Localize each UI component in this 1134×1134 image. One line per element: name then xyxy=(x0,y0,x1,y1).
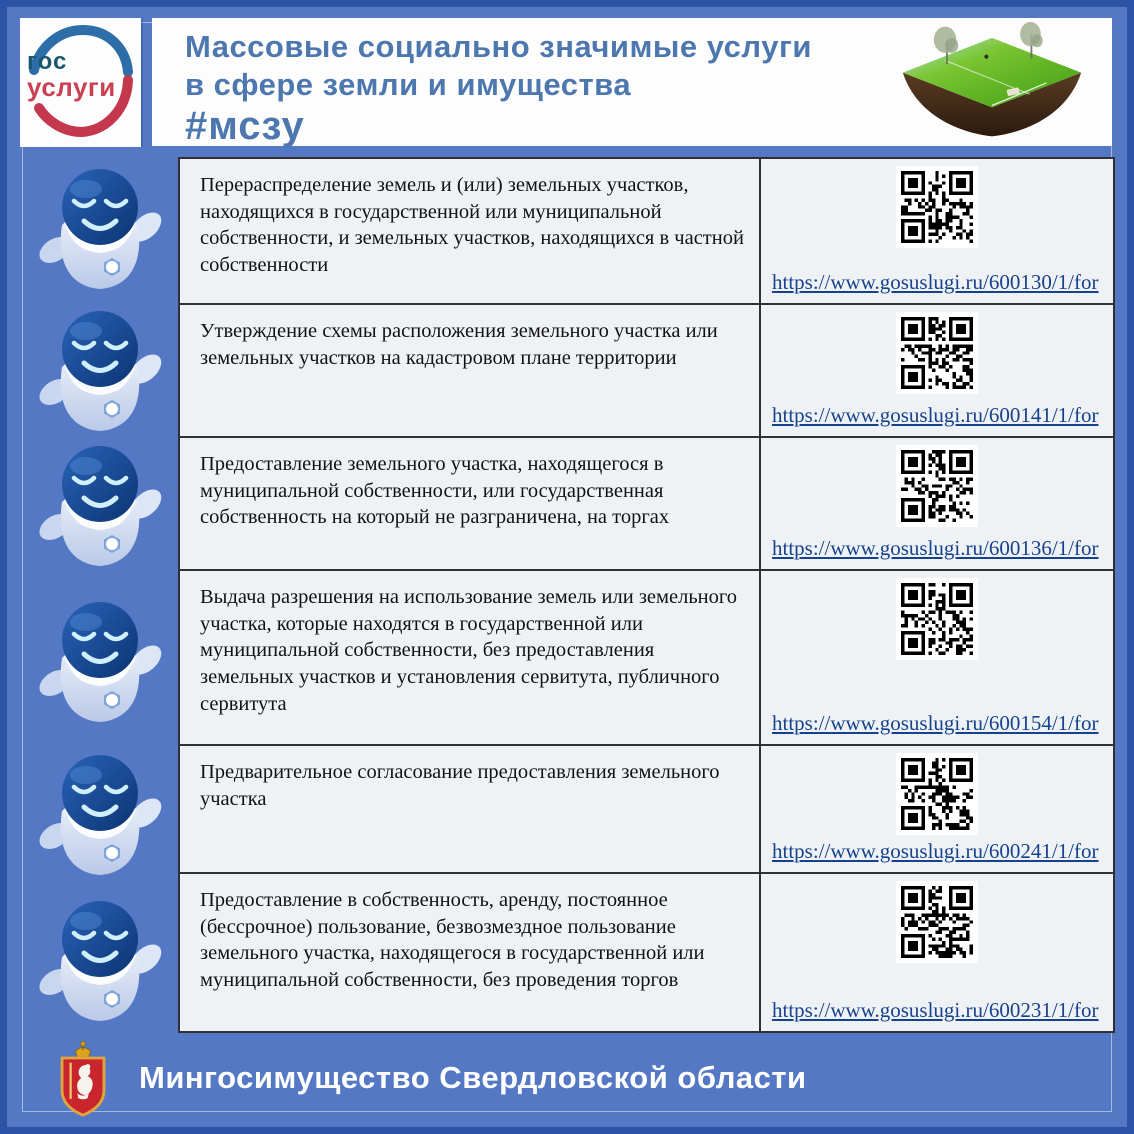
page-title xyxy=(185,28,812,148)
robot-mascot-icon xyxy=(38,442,162,574)
header-title-band xyxy=(152,18,1112,146)
logo-line1: гос xyxy=(27,48,68,75)
robot-mascot-icon xyxy=(38,598,162,730)
service-description: Утверждение схемы расположения земельного участка или земельных участков на кадастровом плане территории xyxy=(180,305,761,436)
service-description: Предоставление в собственность, аренду, постоянное (бессрочное) пользование, безвозмездное пользование земельного участка, находящегося в государственной или муниципальной собственности, без проведения торгов xyxy=(180,874,761,1031)
qr-code-icon xyxy=(896,881,978,963)
qr-code-icon xyxy=(896,578,978,660)
service-link[interactable]: https://www.gosuslugi.ru/600154/1/for xyxy=(772,711,1099,735)
mascot-column xyxy=(22,157,178,1043)
service-description: Предоставление земельного участка, находящегося в муниципальной собственности, или государственная собственность на который не разграничена, на торгах xyxy=(180,438,761,569)
table-row xyxy=(180,159,1113,305)
footer xyxy=(22,1030,1112,1126)
qr-cell xyxy=(761,746,1113,872)
robot-mascot-icon xyxy=(38,751,162,883)
table-row xyxy=(180,305,1113,438)
service-description: Выдача разрешения на использование земель или земельного участка, которые находятся в государственной или муниципальной собственности, без предоставления земельных участков и установления сервитута, публичного сервитута xyxy=(180,571,761,744)
hashtag-mszu: #мсзу xyxy=(185,103,305,148)
robot-mascot-icon xyxy=(38,897,162,1029)
land-parcel-image xyxy=(886,21,1098,143)
services-table xyxy=(178,157,1115,1033)
service-description: Перераспределение земель и (или) земельных участков, находящихся в государственной или муниципальной собственности, и земельных участков, находящихся в частной собственности xyxy=(180,159,761,303)
qr-code-icon xyxy=(896,445,978,527)
mascot-cell xyxy=(22,157,178,305)
qr-cell xyxy=(761,305,1113,436)
qr-cell xyxy=(761,159,1113,303)
title-line-2: в сфере земли и имущества xyxy=(185,66,632,102)
qr-code-icon xyxy=(896,166,978,248)
mascot-cell xyxy=(22,305,178,440)
gosuslugi-logo xyxy=(20,18,141,147)
robot-mascot-icon xyxy=(38,165,162,297)
mascot-cell xyxy=(22,752,178,882)
qr-cell xyxy=(761,874,1113,1031)
sverdlovsk-coat-of-arms-icon xyxy=(54,1038,112,1118)
table-row xyxy=(180,874,1113,1031)
table-row xyxy=(180,438,1113,571)
service-description: Предварительное согласование предоставления земельного участка xyxy=(180,746,761,872)
service-link[interactable]: https://www.gosuslugi.ru/600231/1/for xyxy=(772,998,1099,1022)
qr-code-icon xyxy=(896,312,978,394)
footer-organization: Мингосимущество Свердловской области xyxy=(139,1060,807,1095)
qr-cell xyxy=(761,571,1113,744)
table-row xyxy=(180,746,1113,874)
service-link[interactable]: https://www.gosuslugi.ru/600136/1/for xyxy=(772,536,1099,560)
logo-line2: услуги xyxy=(27,72,116,102)
service-link[interactable]: https://www.gosuslugi.ru/600141/1/for xyxy=(772,403,1099,427)
service-link[interactable]: https://www.gosuslugi.ru/600130/1/for xyxy=(772,270,1099,294)
qr-cell xyxy=(761,438,1113,569)
mascot-cell xyxy=(22,440,178,575)
qr-code-icon xyxy=(896,753,978,835)
service-link[interactable]: https://www.gosuslugi.ru/600241/1/for xyxy=(772,839,1099,863)
mascot-cell xyxy=(22,575,178,752)
gosuslugi-logo-text xyxy=(27,50,116,100)
robot-mascot-icon xyxy=(38,307,162,439)
table-row xyxy=(180,571,1113,746)
crown xyxy=(75,1041,90,1057)
mascot-cell xyxy=(22,882,178,1043)
title-line-1: Массовые социально значимые услуги xyxy=(185,29,812,64)
